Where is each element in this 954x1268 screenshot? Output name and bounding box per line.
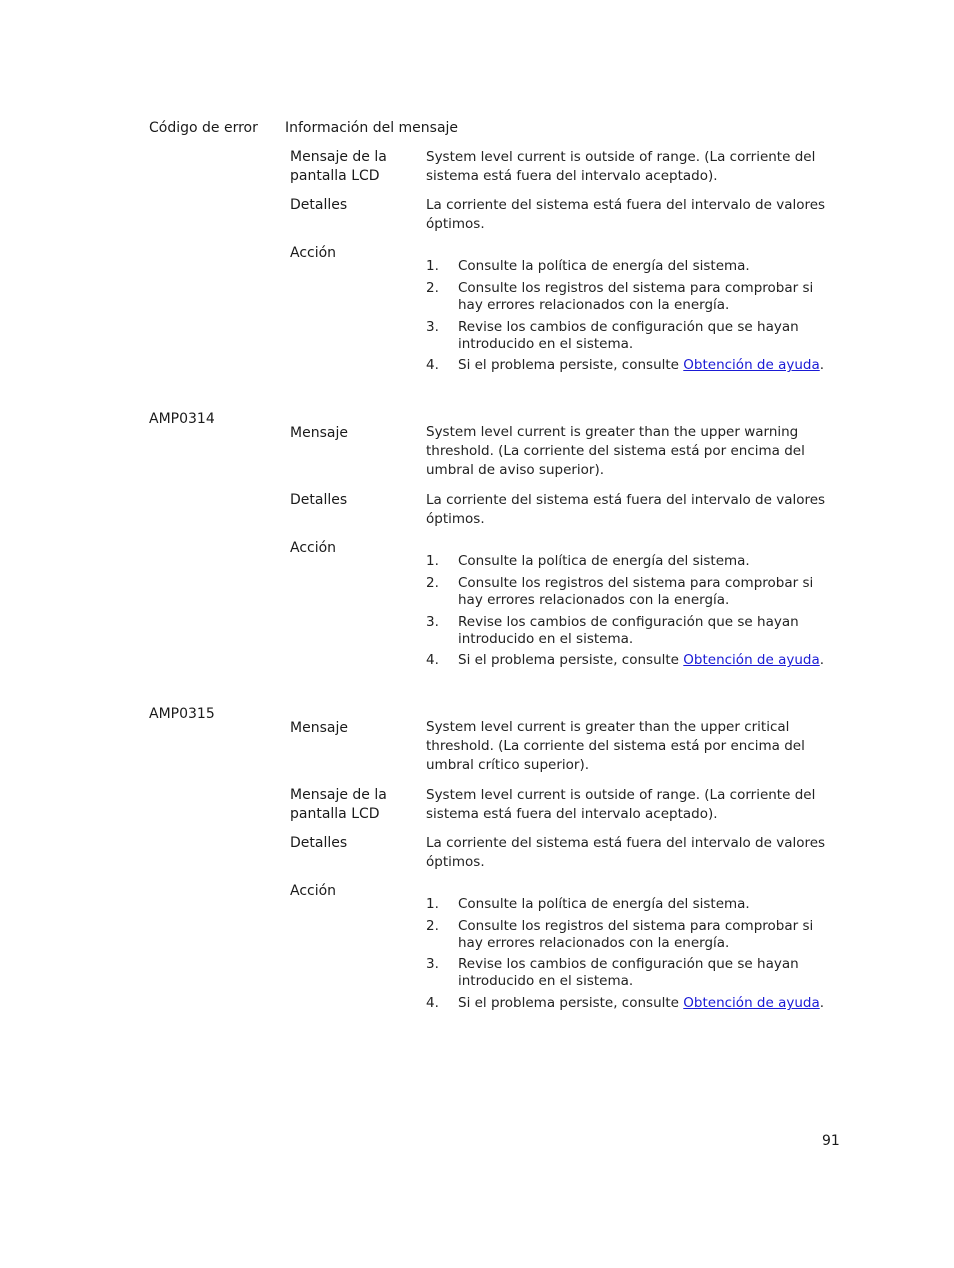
step-text [458,956,799,989]
lcd-message-line: System level current is outside of range. (La corriente del [426,149,816,165]
label-action: Acción [290,540,337,556]
step-text [458,652,824,669]
label-lcd-line-2: pantalla LCD [290,806,380,822]
label-lcd-line-1: Mensaje de la [290,149,387,165]
step-text-prefix: Si el problema persiste, consulte [458,357,684,373]
label-lcd-line-2: pantalla LCD [290,168,380,184]
page-number: 91 [822,1133,840,1149]
step-text [458,614,799,647]
step-number: 2. [426,575,439,591]
step-text [458,319,799,352]
message-text [426,423,805,480]
step-text-line: Consulte los registros del sistema para comprobar si [458,280,814,296]
message-line: System level current is greater than the upper critical [426,719,790,735]
lcd-message-line: sistema está fuera del intervalo aceptado). [426,168,718,184]
step-text-line: introducido en el sistema. [458,972,634,989]
message-line: System level current is greater than the upper warning [426,424,799,440]
label-action: Acción [290,883,337,899]
step-text-line: Consulte los registros del sistema para comprobar si [458,575,814,591]
step-text-line: hay errores relacionados con la energía. [458,296,730,313]
step-text-line: Consulte los registros del sistema para comprobar si [458,918,814,934]
step-number: 2. [426,280,439,296]
step-text-line: Revise los cambios de configuración que se hayan [458,614,799,630]
lcd-message-text [426,786,815,824]
message-line: umbral crítico superior). [426,757,590,773]
details-line: óptimos. [426,511,485,527]
help-link[interactable]: Obtención de ayuda [683,995,820,1011]
header-error-code: Código de error [149,120,258,136]
step-number: 1. [426,896,439,912]
step-text-line: hay errores relacionados con la energía. [458,934,730,951]
message-line: threshold. (La corriente del sistema está por encima del [426,443,805,459]
step-number: 3. [426,614,439,630]
details-text [426,834,825,872]
details-text [426,196,825,234]
error-code: AMP0315 [149,706,215,722]
lcd-message-text [426,148,815,186]
label-message: Mensaje [290,720,348,736]
step-number: 1. [426,553,439,569]
step-text-line: introducido en el sistema. [458,630,634,647]
lcd-message-line: sistema está fuera del intervalo aceptado). [426,806,718,822]
step-text [458,918,813,951]
details-line: óptimos. [426,854,485,870]
step-text: Consulte la política de energía del sistema. [458,896,750,912]
step-text-suffix: . [819,652,825,668]
details-line: La corriente del sistema está fuera del intervalo de valores [426,835,826,851]
step-text [458,575,813,608]
header-message-info: Información del mensaje [285,120,459,136]
label-action: Acción [290,245,337,261]
step-text [458,357,824,374]
label-lcd-message [290,148,387,186]
label-details: Detalles [290,835,348,851]
details-line: La corriente del sistema está fuera del intervalo de valores [426,197,826,213]
step-number: 3. [426,956,439,972]
step-number: 4. [426,357,439,373]
error-code: AMP0314 [149,411,215,427]
details-text [426,491,825,529]
lcd-message-line: System level current is outside of range. (La corriente del [426,787,816,803]
step-text-prefix: Si el problema persiste, consulte [458,652,684,668]
step-text-suffix: . [819,995,825,1011]
step-text: Consulte la política de energía del sistema. [458,258,750,274]
step-number: 1. [426,258,439,274]
details-line: óptimos. [426,216,485,232]
step-number: 2. [426,918,439,934]
message-line: threshold. (La corriente del sistema está por encima del [426,738,805,754]
step-text-line: Revise los cambios de configuración que se hayan [458,319,799,335]
step-number: 3. [426,319,439,335]
step-text-line: hay errores relacionados con la energía. [458,591,730,608]
step-text [458,995,824,1012]
step-text-line: introducido en el sistema. [458,335,634,352]
message-line: umbral de aviso superior). [426,462,605,478]
step-text-suffix: . [819,357,825,373]
help-link[interactable]: Obtención de ayuda [683,357,820,373]
message-text [426,718,805,775]
label-details: Detalles [290,197,348,213]
label-lcd-message [290,786,387,824]
step-number: 4. [426,995,439,1011]
details-line: La corriente del sistema está fuera del intervalo de valores [426,492,826,508]
step-text: Consulte la política de energía del sistema. [458,553,750,569]
step-text-line: Revise los cambios de configuración que se hayan [458,956,799,972]
label-lcd-line-1: Mensaje de la [290,787,387,803]
step-text-prefix: Si el problema persiste, consulte [458,995,684,1011]
label-details: Detalles [290,492,348,508]
step-number: 4. [426,652,439,668]
step-text [458,280,813,313]
help-link[interactable]: Obtención de ayuda [683,652,820,668]
label-message: Mensaje [290,425,348,441]
